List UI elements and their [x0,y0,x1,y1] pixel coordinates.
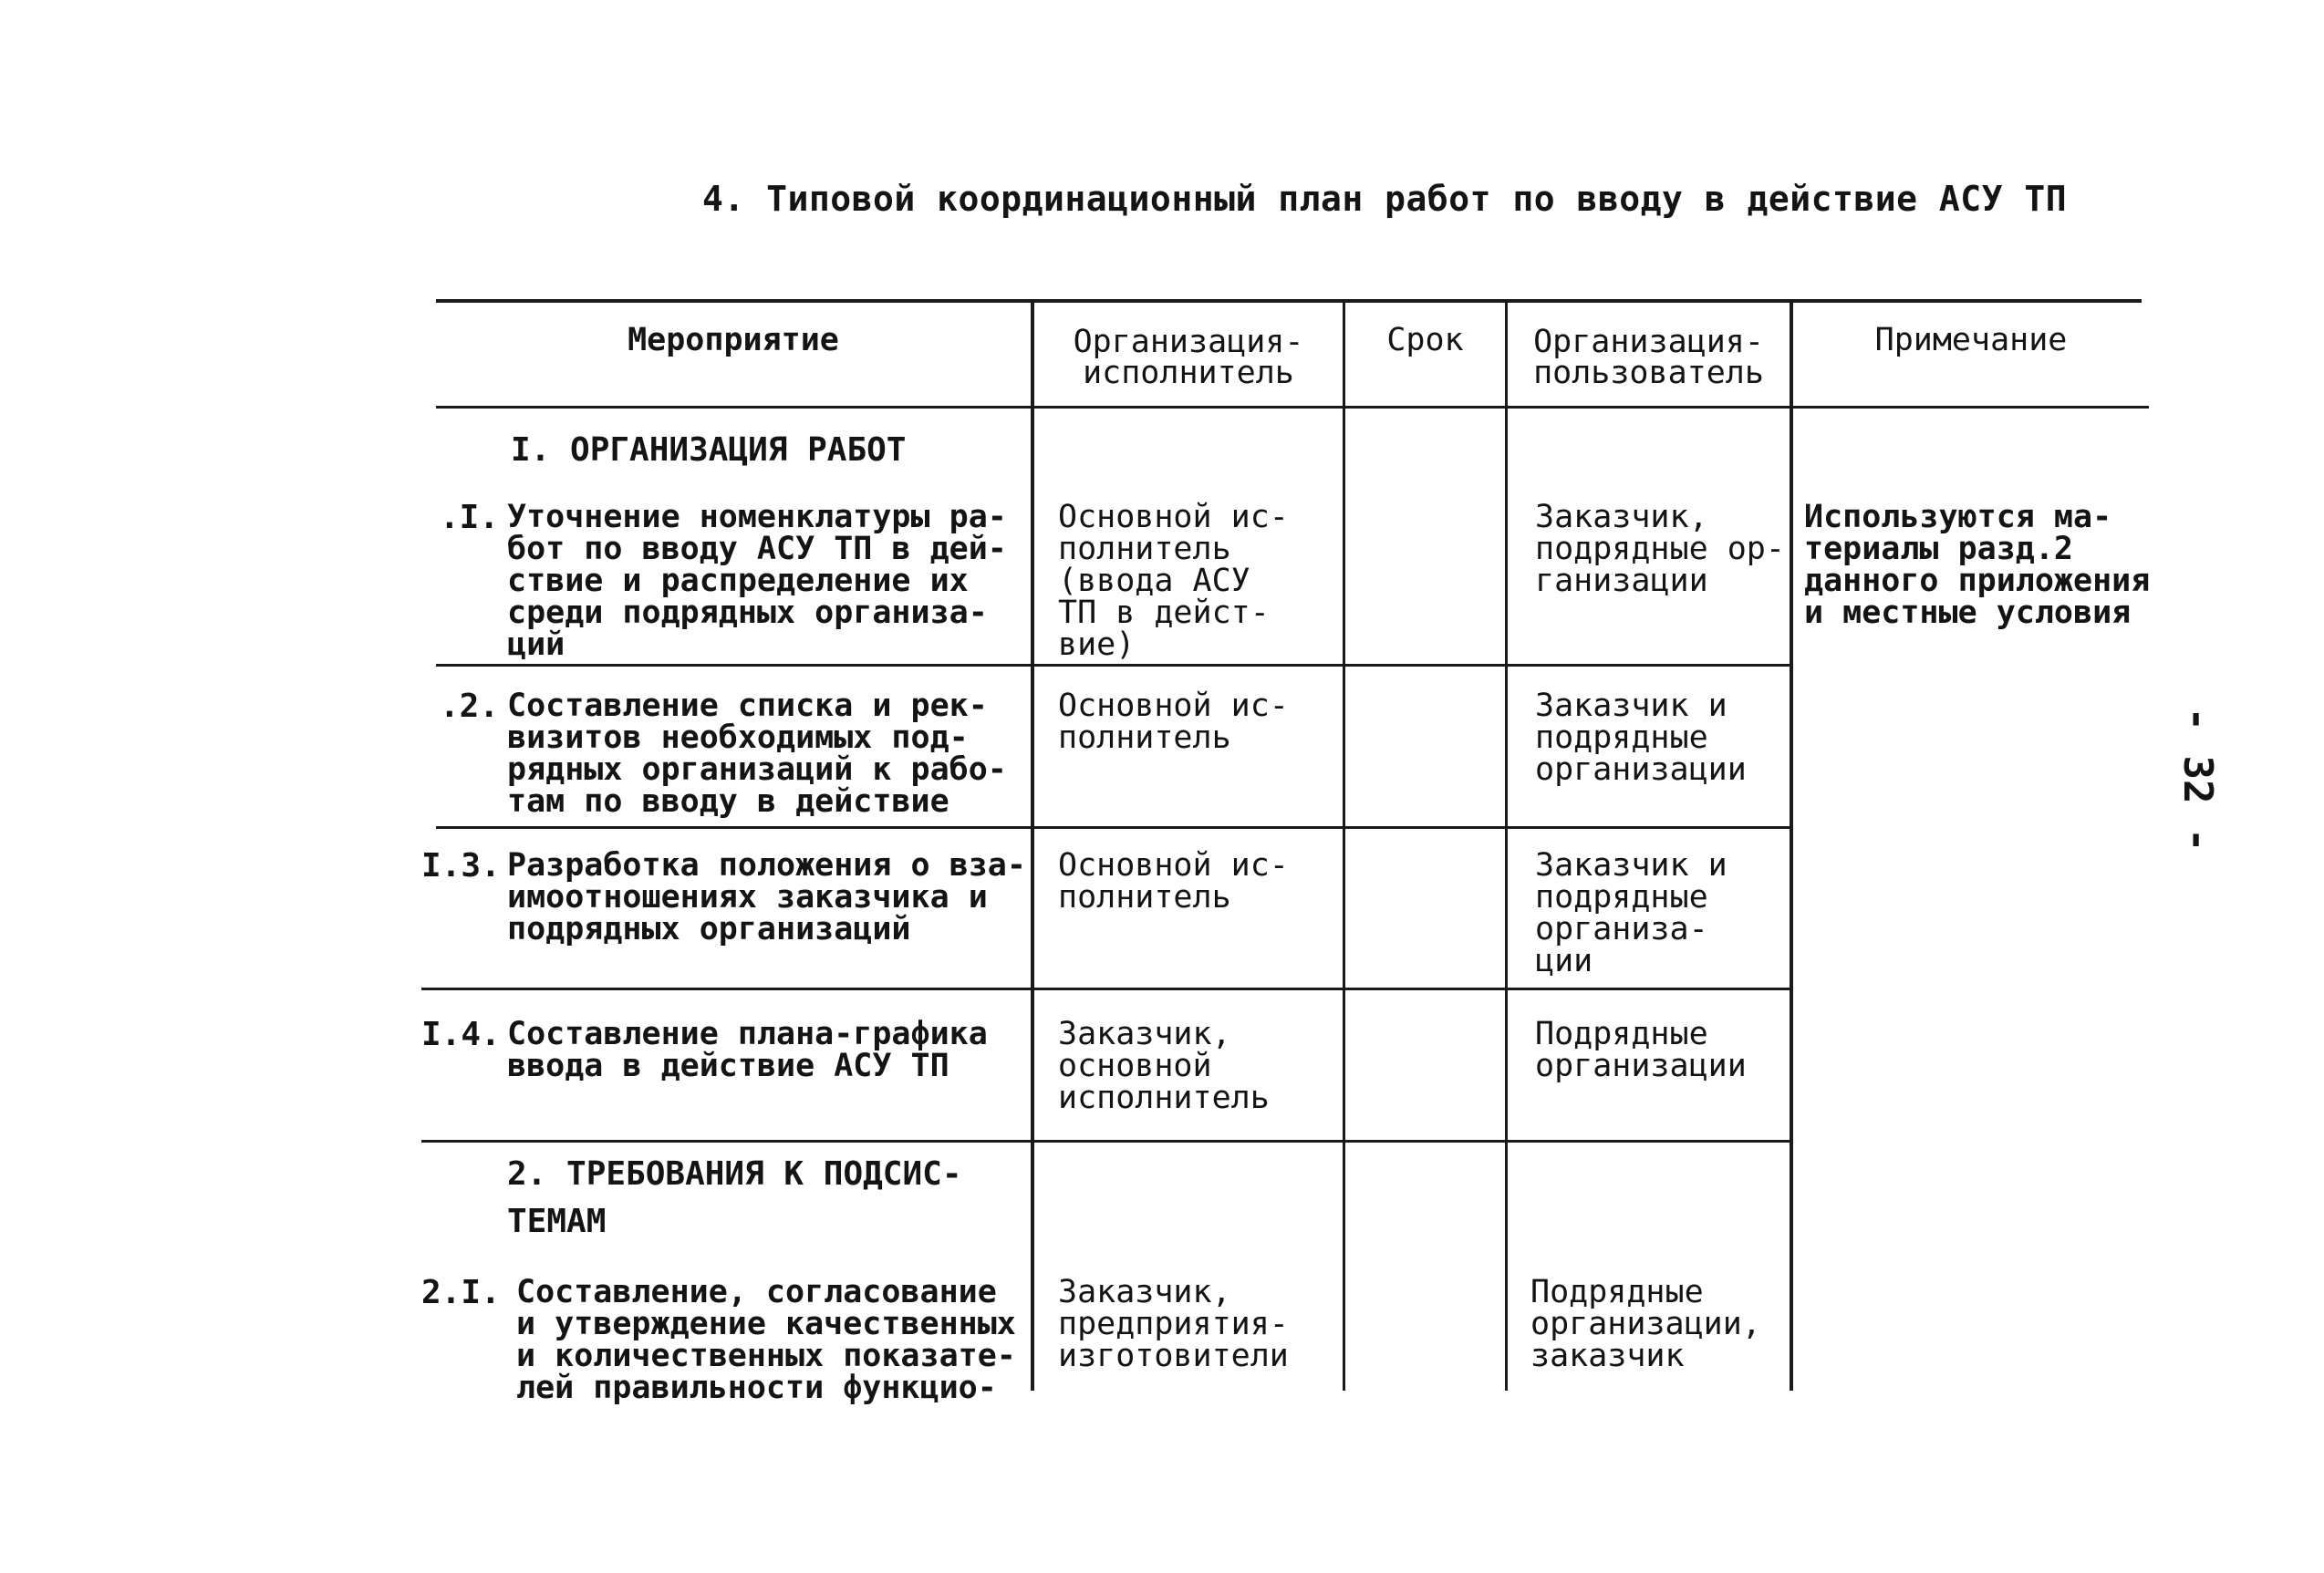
header-activity: Мероприятие [628,322,839,358]
user-cell: Заказчик и подрядные организа- ции [1535,847,1727,979]
executor-cell: Основной ис- полнитель (ввода АСУ ТП в дейст- вие) [1058,499,1289,663]
activity-cell: Составление, согласование и утверждение качественных и количественных показате- лей правильности функцио- [516,1274,1016,1406]
note-cell: Используются ма- териалы разд.2 данного приложения и местные условия [1804,499,2151,631]
executor-cell: Заказчик, основной исполнитель [1058,1016,1270,1116]
row-number: I.4. [421,1016,501,1053]
user-cell: Заказчик, подрядные ор- ганизации [1535,499,1785,599]
page-title: 4. Типовой координационный план работ по вводу в действие АСУ ТП [702,179,2068,219]
row-separator [436,826,1791,829]
column-divider-user-note [1790,299,1793,1391]
section-title: 2. ТРЕБОВАНИЯ К ПОДСИС- ТЕМАМ [507,1155,962,1240]
row-number: .2. [440,688,500,725]
row-separator [421,988,1791,990]
executor-cell: Заказчик, предприятия- изготовители [1058,1274,1289,1374]
user-cell: Подрядные организации, заказчик [1530,1274,1761,1374]
user-cell: Заказчик и подрядные организации [1535,688,1747,788]
activity-cell: Составление плана-графика ввода в действие АСУ ТП [507,1016,988,1084]
section-title: I. ОРГАНИЗАЦИЯ РАБОТ [511,431,907,469]
row-separator [421,1140,1791,1143]
executor-cell: Основной ис- полнитель [1058,688,1289,756]
activity-cell: Уточнение номенклатуры ра- бот по вводу АСУ ТП в дей- ствие и распределение их среди подрядных организа- ций [507,499,1007,663]
column-divider-executor-deadline [1343,299,1345,1391]
column-divider-deadline-user [1505,299,1508,1391]
row-number: I.3. [421,847,501,885]
row-number: 2.I. [421,1274,501,1311]
activity-cell: Составление списка и рек- визитов необходимых под- рядных организаций к рабо- там по вводу в действие [507,688,1007,820]
header-executor: Организация- исполнитель [1073,324,1304,391]
header-note: Примечание [1874,322,2068,358]
header-deadline: Срок [1386,322,1464,358]
row-separator [436,664,1791,667]
row-number: .I. [440,499,500,536]
executor-cell: Основной ис- полнитель [1058,847,1289,916]
table-top-rule [436,299,2142,303]
table-header-rule [436,406,2149,409]
column-divider-activity-executor [1031,299,1034,1391]
user-cell: Подрядные организации [1535,1016,1747,1084]
activity-cell: Разработка положения о вза- имоотношениях заказчика и подрядных организаций [507,847,1026,947]
header-user: Организация- пользователь [1533,324,1764,391]
page-number: - 32 - [2174,707,2222,853]
